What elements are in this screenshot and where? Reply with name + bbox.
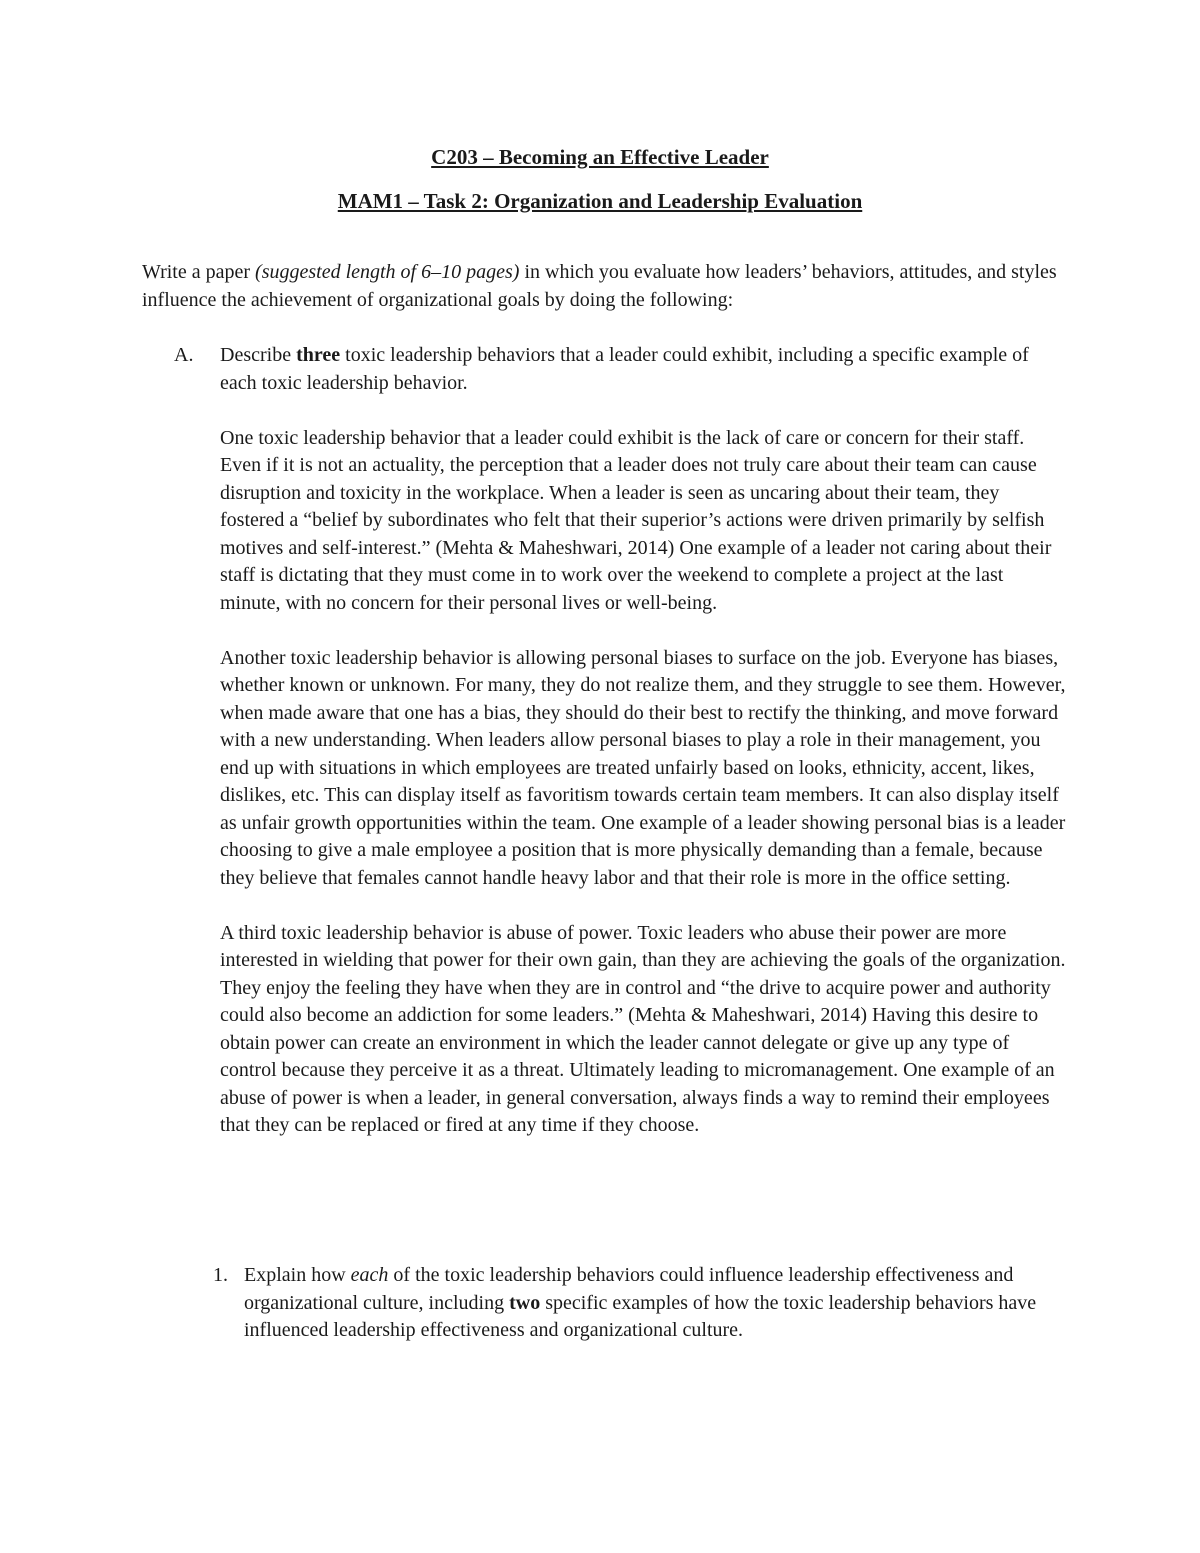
intro-text-italic: (suggested length of 6–10 pages) <box>255 261 520 283</box>
document-subtitle: MAM1 – Task 2: Organization and Leadership Evaluation <box>337 189 863 213</box>
section-1-body <box>244 1262 1054 1345</box>
answer-paragraph-2: Another toxic leadership behavior is allowing personal biases to surface on the job. Everyone has biases, whether known or unknown. For many, they do not realize them, and they struggle to see them. However, when made aware that one has a bias, they should do their best to rectify the thinking, and move forward with a new understanding. When leaders allow personal biases to play a role in their management, you end up with situations in which employees are treated unfairly based on looks, ethnicity, accent, likes, dislikes, etc. This can display itself as favoritism towards certain team members. It can also display itself as unfair growth opportunities within the team. One example of a leader showing personal bias is a leader choosing to give a male employee a position that is more physically demanding than a female, because they believe that females cannot handle heavy labor and that their role is more in the office setting. <box>220 646 1066 889</box>
section-1-text-after: specific examples of how the toxic leadership behaviors have influenced leadership effectiveness and organizational culture. <box>244 1291 1037 1341</box>
answer-paragraph-1: One toxic leadership behavior that a leader could exhibit is the lack of care or concern for their staff. Even if it is not an actuality, the perception that a leader does not truly care about their team can cause disruption and toxicity in the workplace. When a leader is seen as uncaring about their team, they fostered a “belief by subordinates who felt that their superior’s actions were driven primarily by selfish motives and self-interest.” (Mehta & Maheshwari, 2014) One example of a leader not caring about their staff is dictating that they must come in to work over the weekend to complete a project at the last minute, with no concern for their personal lives or well-being. <box>220 426 1052 614</box>
intro-text-before: Write a paper <box>142 261 256 283</box>
section-1-text-before: Explain how <box>244 1264 351 1286</box>
section-a-marker: A. <box>174 344 194 366</box>
section-1-text-middle: of the toxic leadership behaviors could influence leadership effectiveness and organizational culture, including <box>244 1264 1014 1314</box>
prompt-text-bold: three <box>296 344 341 366</box>
section-a-prompt <box>220 342 1066 397</box>
intro-paragraph <box>142 259 1062 314</box>
document-title: C203 – Becoming an Effective Leader <box>431 145 769 169</box>
section-1 <box>213 1262 1053 1345</box>
section-1-text-bold: two <box>509 1291 541 1314</box>
section-1-text-italic: each <box>350 1264 389 1286</box>
prompt-text-before: Describe <box>220 344 297 366</box>
prompt-text-after: toxic leadership behaviors that a leader could exhibit, including a specific example of each toxic leadership behavior. <box>220 344 1029 394</box>
section-a-body <box>220 342 1066 1140</box>
section-1-marker: 1. <box>213 1264 228 1286</box>
section-a <box>174 342 1074 1140</box>
answer-paragraph-3: A third toxic leadership behavior is abuse of power. Toxic leaders who abuse their power are more interested in wielding that power for their own gain, than they are achieving the goals of the organization. They enjoy the feeling they have when they are in control and “the drive to acquire power and authority could also become an addiction for some leaders.” (Mehta & Maheshwari, 2014) Having this desire to obtain power can create an environment in which the leader cannot delegate or give up any type of control because they perceive it as a threat. Ultimately leading to micromanagement. One example of an abuse of power is when a leader, in general conversation, always finds a way to remind their employees that they can be replaced or fired at any time if they choose. <box>220 921 1066 1136</box>
intro-text-after: in which you evaluate how leaders’ behaviors, attitudes, and styles influence the achievement of organizational goals by doing the following: <box>142 261 1057 311</box>
